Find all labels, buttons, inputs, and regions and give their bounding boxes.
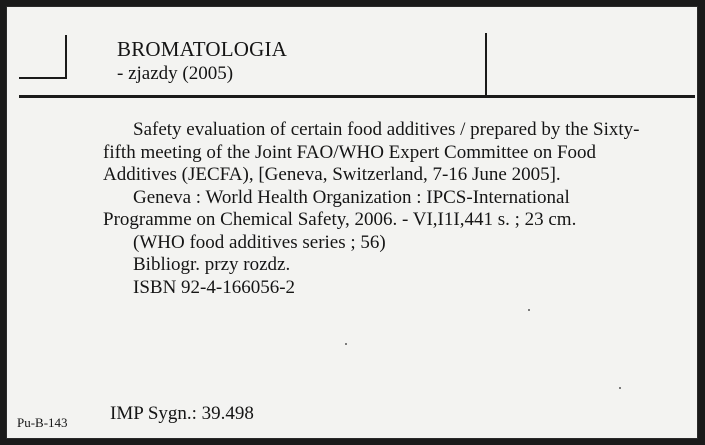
corner-bracket-horizontal	[19, 77, 67, 79]
publication-statement: Geneva : World Health Organization : IPCS-International Programme on Chemical Safety, 2006. - VI,I1I,441 s. ; 23 cm.	[103, 186, 577, 230]
corner-bracket-mark	[19, 35, 67, 79]
isbn: ISBN 92-4-166056-2	[133, 276, 296, 298]
catalog-card	[6, 6, 698, 439]
series-statement: (WHO food additives series ; 56)	[133, 231, 386, 253]
paper-speck	[345, 343, 347, 345]
paper-speck	[619, 387, 621, 389]
header-horizontal-rule	[19, 95, 695, 98]
subject-subheading: - zjazdy (2005)	[117, 63, 234, 84]
bibliography-note: Bibliogr. przy rozdz.	[133, 254, 291, 275]
title-statement: Safety evaluation of certain food additives / prepared by the Sixty-fifth meeting of the Joint FAO/WHO Expert Committee on Food Additives (JECFA), [Geneva, Switzerland, 7-16 June 2005].	[103, 119, 640, 185]
header-vertical-rule	[485, 33, 487, 97]
call-number: IMP Sygn.: 39.498	[110, 403, 254, 424]
paper-speck	[528, 309, 530, 311]
corner-bracket-vertical	[65, 35, 67, 79]
bibliographic-description	[103, 119, 663, 299]
subject-heading: BROMATOLOGIA	[117, 37, 288, 61]
shelfmark-code: Pu-B-143	[17, 415, 68, 430]
